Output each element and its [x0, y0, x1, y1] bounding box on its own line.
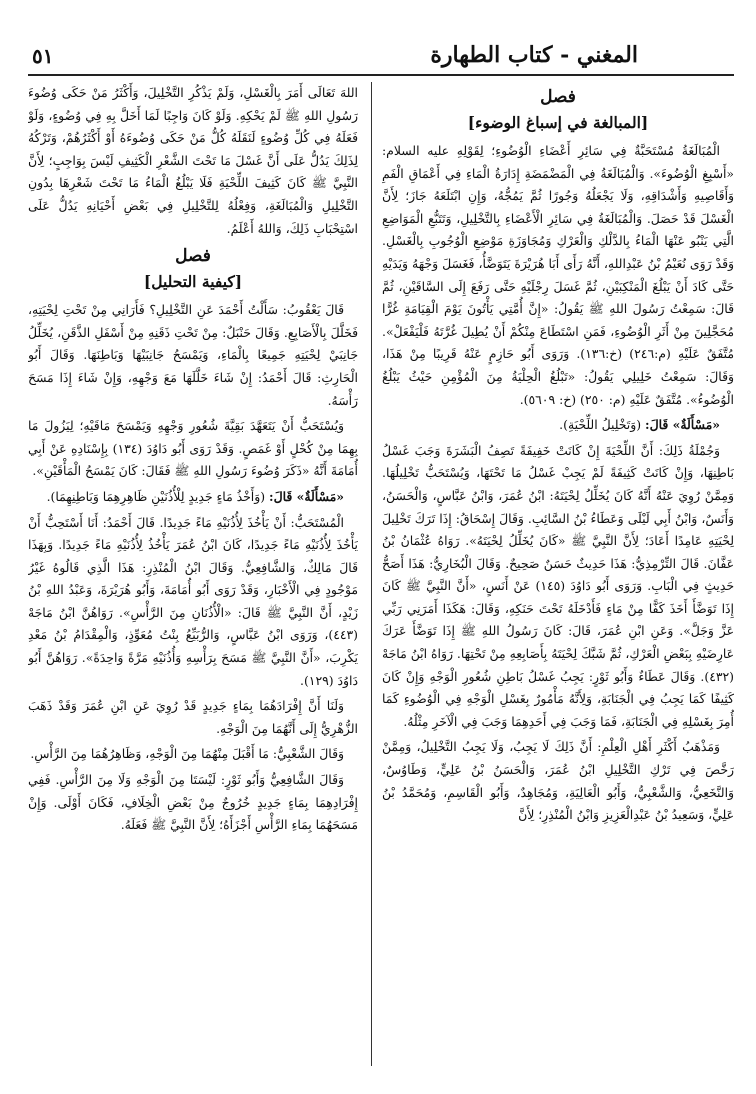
- section-title: فصل: [540, 87, 576, 107]
- masala-line: [28, 486, 358, 509]
- paragraph: الْمُبَالَغَةُ مُسْتَحَبَّةٌ فِي سَائِرِ أَعْضَاءِ الْوُضُوءِ؛ لِقَوْلِهِ عليه السلام: «أَسْبِغِ الْوُضُوءَ». وَالْمُبَالَغَةُ فِي الْمَضْمَضَةِ إِدَارَةُ الْمَاءِ فِي أَعْمَاقِ الْفَمِ وَأَقَاصِيهِ وَأَشْدَاقِهِ، وَلَا يَجْعَلُهُ وَجُورًا ثُمَّ يَمُجُّهُ، وَإِنِ ابْتَلَعَهُ جَازَ؛ لِأَنَّ الْغَسْلَ قَدْ حَصَلَ. وَالْمُبَالَغَةُ فِي سَائِرِ الْأَعْضَاءِ بِالتَّخْلِيلِ، وَتَتَبُّعِ الْمَوَاضِعِ الَّتِي يَنْبُو عَنْهَا الْمَاءُ بِالدَّلْكِ وَالْعَرْكِ وَمُجَاوَزَةِ مَوْضِعِ الْوُجُوبِ بِالْغَسْلِ. وَقَدْ رَوَى نُعَيْمُ بْنُ عَبْدِاللهِ، أَنَّهُ رَأَى أَبَا هُرَيْرَةَ يَتَوَضَّأُ، فَغَسَلَ وَجْهَهُ وَيَدَيْهِ حَتَّى كَادَ أَنْ يَبْلُغَ الْمَنْكِبَيْنِ، ثُمَّ غَسَلَ رِجْلَيْهِ حَتَّى رَفَعَ إِلَى السَّاقَيْنِ، ثُمَّ قَالَ: سَمِعْتُ رَسُولَ اللهِ ﷺ يَقُولُ: «إِنَّ أُمَّتِي يَأْتُونَ يَوْمَ الْقِيَامَةِ غُرًّا مُحَجَّلِينَ مِنْ أَثَرِ الْوُضُوءِ، فَمَنِ اسْتَطَاعَ مِنْكُمْ أَنْ يُطِيلَ غُرَّتَهُ فَلْيَفْعَلْ». مُتَّفَقٌ عَلَيْهِ (م:٢٤٦) (خ:١٣٦). وَرَوَى أَبُو حَازِمٍ عَنْهُ قَرِيبًا مِنْ هَذَا، وَقَالَ: سَمِعْتُ خَلِيلِي يَقُولُ: «تَبْلُغُ الْحِلْيَةُ مِنَ الْمُؤْمِنِ حَيْثُ يَبْلُغُ الْوُضُوءُ». مُتَّفَقٌ عَلَيْهِ (م: ٢٥٠) (خ: ٥٦٠٩).: [382, 143, 734, 407]
- paragraph: وَيُسْتَحَبُّ أَنْ يَتَعَهَّدَ بَقِيَّةَ شُعُورِ وَجْهِهِ وَيَمْسَحَ مَاقَيْهِ؛ لِيَزُولَ مَا بِهِمَا مِنْ كُحْلٍ أَوْ غَمَصٍ. وَقَدْ رَوَى أَبُو دَاوُدَ (١٣٤) بِإِسْنَادِهِ عَنْ أَبِي أُمَامَةَ أَنَّهُ «ذَكَرَ وُضُوءَ رَسُولِ اللهِ ﷺ فَقَالَ: كَانَ يَمْسَحُ الْمَأْقَيْنِ».: [28, 418, 358, 479]
- left-column: [28, 82, 358, 1080]
- masala-text: (وَتَخْلِيلُ اللِّحْيَةِ).: [559, 417, 642, 433]
- paragraph: وَجُمْلَةُ ذَلِكَ: أَنَّ اللِّحْيَةَ إِنْ كَانَتْ خَفِيفَةً تَصِفُ الْبَشَرَةَ وَجَبَ غَسْلُ بَاطِنِهَا، وَإِنْ كَانَتْ كَثِيفَةً لَمْ يَجِبْ غَسْلُ مَا تَحْتَهَا، وَيُسْتَحَبُّ تَخْلِيلُهَا. وَمِمَّنْ رُوِيَ عَنْهُ أَنَّهُ كَانَ يُخَلِّلُ لِحْيَتَهُ: ابْنُ عُمَرَ، وَابْنُ عَبَّاسٍ، وَالْحَسَنُ، وَأَنَسٌ، وَابْنُ أَبِي لَيْلَى وَعَطَاءُ بْنُ السَّائِبِ. وَقَالَ إِسْحَاقُ: إِذَا تَرَكَ تَخْلِيلَ لِحْيَتِهِ عَامِدًا أَعَادَ؛ لِأَنَّ النَّبِيَّ ﷺ «كَانَ يُخَلِّلُ لِحْيَتَهُ». رَوَاهُ عُثْمَانُ بْنُ عَفَّانَ. قَالَ التِّرْمِذِيُّ: هَذَا حَدِيثٌ حَسَنٌ صَحِيحٌ. وَقَالَ الْبُخَارِيُّ: هَذَا أَصَحُّ حَدِيثٍ فِي الْبَابِ. وَرَوَى أَبُو دَاوُدَ (١٤٥) عَنْ أَنَسٍ، «أَنَّ النَّبِيَّ ﷺ كَانَ إِذَا تَوَضَّأَ أَخَذَ كَفًّا مِنْ مَاءٍ فَأَدْخَلَهُ تَحْتَ حَنَكِهِ، وَقَالَ: هَكَذَا أَمَرَنِي رَبِّي عَزَّ وَجَلَّ». وَعَنِ ابْنِ عُمَرَ، قَالَ: كَانَ رَسُولُ اللهِ ﷺ إِذَا تَوَضَّأَ عَرَكَ عَارِضَيْهِ بِبَعْضِ الْعَرْكِ، ثُمَّ شَبَّكَ لِحْيَتَهُ بِأَصَابِعِهِ مِنْ تَحْتِهَا. رَوَاهُ ابْنُ مَاجَهْ (٤٣٢). وَقَالَ عَطَاءٌ وَأَبُو ثَوْرٍ: يَجِبُ غَسْلُ بَاطِنِ شُعُورِ الْوَجْهِ وَإِنْ كَانَ كَثِيفًا كَمَا يَجِبُ فِي الْجَنَابَةِ، وَلِأَنَّهُ مَأْمُورٌ بِغَسْلِ الْوَجْهِ فِي الْوُضُوءِ كَمَا أُمِرَ بِغَسْلِهِ فِي الْجَنَابَةِ، فَمَا وَجَبَ فِي أَحَدِهِمَا وَجَبَ فِي الْآخَرِ مِثْلُهُ.: [382, 442, 734, 729]
- paragraph: الْمُسْتَحَبُّ: أَنْ يَأْخُذَ لِأُذُنَيْهِ مَاءً جَدِيدًا. قَالَ أَحْمَدُ: أَنَا أَسْتَحِبُّ أَنْ يَأْخُذَ لِأُذُنَيْهِ مَاءً جَدِيدًا، كَانَ ابْنُ عُمَرَ يَأْخُذُ لِأُذُنَيْهِ مَاءً جَدِيدًا. وَبِهَذَا قَالَ مَالِكٌ، وَالشَّافِعِيُّ. وَقَالَ ابْنُ الْمُنْذِرِ: هَذَا الَّذِي قَالُوهُ غَيْرُ مَوْجُودٍ فِي الْأَخْبَارِ، وَقَدْ رَوَى أَبُو أُمَامَةَ، وَأَبُو هُرَيْرَةَ، وَعَبْدُ اللهِ بْنُ زَيْدٍ، أَنَّ النَّبِيَّ ﷺ قَالَ: «الْأُذُنَانِ مِنَ الرَّأْسِ». رَوَاهُنَّ ابْنُ مَاجَهْ (٤٤٣)، وَرَوَى ابْنُ عَبَّاسٍ، وَالرُّبَيِّعُ بِنْتُ مُعَوِّذٍ، وَالْمِقْدَامُ بْنُ مَعْدِ يَكْرِبَ، «أَنَّ النَّبِيَّ ﷺ مَسَحَ بِرَأْسِهِ وَأُذُنَيْهِ مَرَّةً وَاحِدَةً». رَوَاهُنَّ أَبُو دَاوُدَ (١٢٩).: [28, 514, 358, 688]
- masala-text: (وَأَخْذُ مَاءٍ جَدِيدٍ لِلْأُذُنَيْنِ ظَاهِرِهِمَا وَبَاطِنِهِمَا).: [46, 488, 266, 504]
- page-number: ٥١: [32, 44, 54, 68]
- masala-label: «مَسْأَلَةٌ» قَالَ:: [645, 417, 720, 433]
- masala-label: «مَسْأَلَةٌ» قَالَ:: [269, 488, 344, 504]
- section-subtitle: [كيفية التحليل]: [143, 272, 243, 292]
- paragraph: اللهَ تَعَالَى أَمَرَ بِالْغَسْلِ، وَلَمْ يَذْكُرِ التَّخْلِيلَ، وَأَكْثَرُ مَنْ حَكَى وُضُوءَ رَسُولِ اللهِ ﷺ لَمْ يَحْكِهِ. وَلَوْ كَانَ وَاجِبًا لَمَا أَخَلَّ بِهِ فِي وُضُوءٍ، وَلَوْ فَعَلَهُ فِي كُلِّ وُضُوءٍ لَنَقَلَهُ كُلُّ مَنْ حَكَى وُضُوءَهُ أَوْ أَكْثَرُهُمْ، وَتَرْكُهُ لِذَلِكَ يَدُلُّ عَلَى أَنَّ غَسْلَ مَا تَحْتَ الشَّعْرِ الْكَثِيفِ لَيْسَ بِوَاجِبٍ؛ لِأَنَّ النَّبِيَّ ﷺ كَانَ كَثِيفَ اللِّحْيَةِ فَلَا يَبْلُغُ الْمَاءُ مَا تَحْتَ شَعْرِهَا بِدُونِ التَّخْلِيلِ وَالْمُبَالَغَةِ، وَفِعْلُهُ لِلتَّخْلِيلِ فِي بَعْضِ أَحْيَانِهِ يَدُلُّ عَلَى اسْتِحْبَابِ ذَلِكَ، وَاللهُ أَعْلَمُ.: [28, 85, 358, 236]
- masala-line: [382, 414, 734, 437]
- section-title: فصل: [175, 246, 211, 267]
- right-column: [382, 82, 734, 1080]
- paragraph: وَمَذْهَبُ أَكْثَرِ أَهْلِ الْعِلْمِ: أَنَّ ذَلِكَ لَا يَجِبُ، وَلَا يَجِبُ التَّخْلِيلُ، وَمِمَّنْ رَخَّصَ فِي تَرْكِ التَّخْلِيلِ ابْنُ عُمَرَ، وَالْحَسَنُ بْنُ عَلِيٍّ، وَطَاوُسٌ، وَالنَّخَعِيُّ، وَالشَّعْبِيُّ، وَأَبُو الْعَالِيَةِ، وَمُجَاهِدٌ، وَأَبُو الْقَاسِمِ، وَمُحَمَّدُ بْنُ عَلِيٍّ، وَسَعِيدُ بْنُ عَبْدِالْعَزِيزِ وَابْنُ الْمُنْذِرِ؛ لِأَنَّ: [382, 739, 734, 823]
- section-subtitle: [المبالغة في إسباغ الوضوء]: [467, 113, 649, 132]
- paragraph: وَقَالَ الشَّافِعِيُّ وَأَبُو ثَوْرٍ: لَيْسَتَا مِنَ الْوَجْهِ وَلَا مِنَ الرَّأْسِ. فَفِي إِفْرَادِهِمَا بِمَاءٍ جَدِيدٍ خُرُوجٌ مِنْ بَعْضِ الْخِلَافِ، فَكَانَ أَوْلَى. وَإِنْ مَسَحَهُمَا بِمَاءِ الرَّأْسِ أَجْزَأَهُ؛ لِأَنَّ النَّبِيَّ ﷺ فَعَلَهُ.: [28, 772, 358, 833]
- column-divider: [371, 82, 372, 1066]
- paragraph: قَالَ يَعْقُوبُ: سَأَلْتُ أَحْمَدَ عَنِ التَّخْلِيلِ؟ فَأَرَانِي مِنْ تَحْتِ لِحْيَتِهِ، فَخَلَّلَ بِالْأَصَابِعِ. وَقَالَ حَنْبَلٌ: مِنْ تَحْتِ ذَقَنِهِ مِنْ أَسْفَلِ الذَّقَنِ، يُخَلِّلُ جَانِبَيْ لِحْيَتِهِ جَمِيعًا بِالْمَاءِ، وَيَمْسَحُ جَانِبَيْهَا وَبَاطِنَهَا. وَقَالَ أَبُو الْحَارِثِ: قَالَ أَحْمَدُ: إِنْ شَاءَ خَلَّلَهَا مَعَ وَجْهِهِ، وَإِنْ شَاءَ إِذَا مَسَحَ رَأْسَهُ.: [28, 302, 358, 408]
- page-header: [28, 40, 734, 76]
- paragraph: وَلَنَا أَنَّ إِفْرَادَهُمَا بِمَاءٍ جَدِيدٍ قَدْ رُوِيَ عَنِ ابْنِ عُمَرَ وَقَدْ ذَهَبَ الزُّهْرِيُّ إِلَى أَنَّهُمَا مِنَ الْوَجْهِ.: [28, 698, 358, 736]
- paragraph: وَقَالَ الشَّعْبِيُّ: مَا أَقْبَلَ مِنْهُمَا مِنَ الْوَجْهِ، وَظَاهِرُهُمَا مِنَ الرَّأْسِ.: [30, 746, 344, 762]
- running-title: المغني - كتاب الطهارة: [430, 42, 638, 68]
